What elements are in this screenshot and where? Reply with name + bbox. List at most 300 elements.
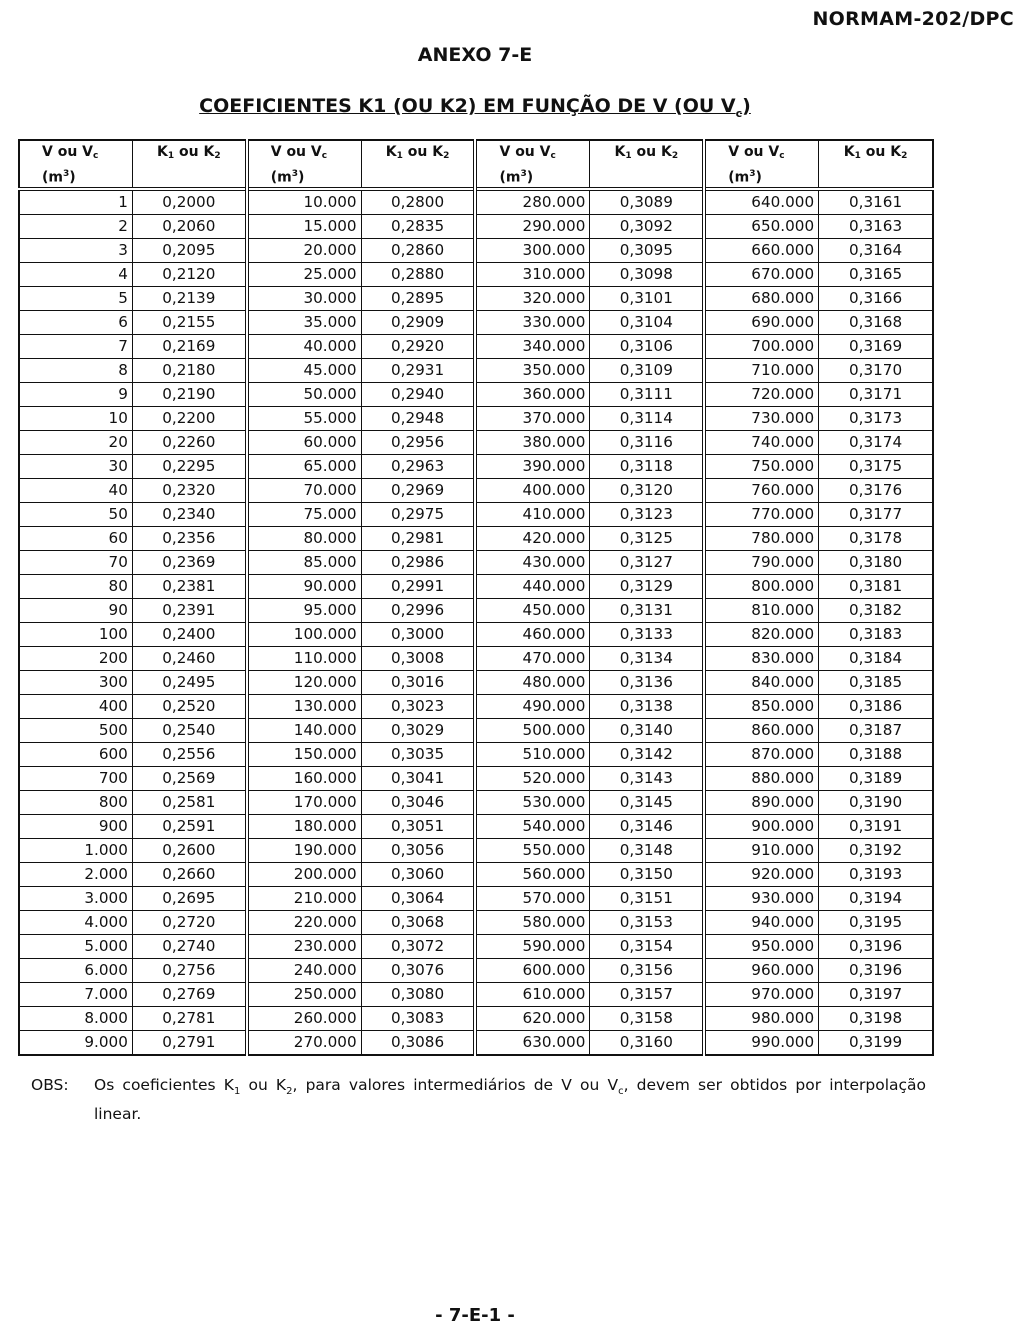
- coefficient-cell: 0,2940: [361, 383, 475, 407]
- volume-cell: 220.000: [247, 911, 361, 935]
- table-row: [19, 863, 933, 887]
- coefficient-cell: 0,3086: [361, 1031, 475, 1056]
- volume-cell: 330.000: [475, 311, 589, 335]
- volume-cell: 400: [19, 695, 132, 719]
- coefficient-cell: 0,3060: [361, 863, 475, 887]
- coefficient-cell: 0,2260: [132, 431, 246, 455]
- coefficient-cell: 0,2591: [132, 815, 246, 839]
- coefficient-cell: 0,2996: [361, 599, 475, 623]
- table-row: [19, 887, 933, 911]
- volume-cell: 25.000: [247, 263, 361, 287]
- volume-cell: 770.000: [704, 503, 818, 527]
- coefficient-cell: 0,2720: [132, 911, 246, 935]
- volume-cell: 810.000: [704, 599, 818, 623]
- volume-cell: 50: [19, 503, 132, 527]
- table-row: [19, 695, 933, 719]
- coefficient-cell: 0,2180: [132, 359, 246, 383]
- table-row: [19, 647, 933, 671]
- table-row: [19, 551, 933, 575]
- coefficient-cell: 0,3023: [361, 695, 475, 719]
- coefficient-cell: 0,2569: [132, 767, 246, 791]
- volume-cell: 7.000: [19, 983, 132, 1007]
- volume-cell: 45.000: [247, 359, 361, 383]
- volume-cell: 40.000: [247, 335, 361, 359]
- table-row: [19, 189, 933, 215]
- table-title: [0, 95, 950, 120]
- volume-cell: 680.000: [704, 287, 818, 311]
- volume-cell: 830.000: [704, 647, 818, 671]
- coefficient-cell: 0,3142: [590, 743, 704, 767]
- coefficient-cell: 0,3161: [819, 189, 933, 215]
- coefficient-cell: 0,3041: [361, 767, 475, 791]
- coefficient-cell: 0,2781: [132, 1007, 246, 1031]
- volume-cell: 510.000: [475, 743, 589, 767]
- volume-cell: 8.000: [19, 1007, 132, 1031]
- volume-cell: 20.000: [247, 239, 361, 263]
- volume-cell: 700: [19, 767, 132, 791]
- table-row: [19, 527, 933, 551]
- volume-cell: 35.000: [247, 311, 361, 335]
- obs-text-4: , devem ser obtidos por interpolação linear.: [94, 1076, 926, 1124]
- volume-cell: 930.000: [704, 887, 818, 911]
- volume-cell: 840.000: [704, 671, 818, 695]
- coefficient-cell: 0,3164: [819, 239, 933, 263]
- table-row: [19, 503, 933, 527]
- coefficient-cell: 0,2400: [132, 623, 246, 647]
- coefficient-cell: 0,3109: [590, 359, 704, 383]
- volume-cell: 610.000: [475, 983, 589, 1007]
- volume-cell: 390.000: [475, 455, 589, 479]
- coefficient-cell: 0,3176: [819, 479, 933, 503]
- table-row: [19, 767, 933, 791]
- volume-cell: 880.000: [704, 767, 818, 791]
- volume-cell: 900: [19, 815, 132, 839]
- volume-cell: 690.000: [704, 311, 818, 335]
- coefficient-cell: 0,3153: [590, 911, 704, 935]
- volume-cell: 55.000: [247, 407, 361, 431]
- coefficient-cell: 0,3136: [590, 671, 704, 695]
- volume-cell: 870.000: [704, 743, 818, 767]
- volume-cell: 990.000: [704, 1031, 818, 1056]
- coefficient-cell: 0,3169: [819, 335, 933, 359]
- volume-cell: 440.000: [475, 575, 589, 599]
- volume-cell: 6.000: [19, 959, 132, 983]
- volume-cell: 600: [19, 743, 132, 767]
- volume-cell: 270.000: [247, 1031, 361, 1056]
- volume-cell: 15.000: [247, 215, 361, 239]
- volume-cell: 200.000: [247, 863, 361, 887]
- header-volume: V ou $V_c$ $(m^3)$: [475, 140, 589, 189]
- volume-cell: 700.000: [704, 335, 818, 359]
- coefficient-cell: 0,2155: [132, 311, 246, 335]
- volume-cell: 4.000: [19, 911, 132, 935]
- volume-cell: 10.000: [247, 189, 361, 215]
- coefficient-cell: 0,3046: [361, 791, 475, 815]
- coefficient-cell: 0,2600: [132, 839, 246, 863]
- volume-cell: 6: [19, 311, 132, 335]
- table-title-close: ): [742, 95, 751, 117]
- volume-cell: 400.000: [475, 479, 589, 503]
- coefficient-cell: 0,2460: [132, 647, 246, 671]
- volume-cell: 420.000: [475, 527, 589, 551]
- coefficient-cell: 0,3151: [590, 887, 704, 911]
- table-row: [19, 623, 933, 647]
- header-coefficient: $K_1$ ou $K_2$: [590, 140, 704, 189]
- coefficient-cell: 0,2920: [361, 335, 475, 359]
- coefficient-cell: 0,3168: [819, 311, 933, 335]
- coefficient-cell: 0,3131: [590, 599, 704, 623]
- coefficient-cell: 0,2695: [132, 887, 246, 911]
- volume-cell: 490.000: [475, 695, 589, 719]
- coefficient-cell: 0,3194: [819, 887, 933, 911]
- page-number: - 7-E-1 -: [435, 1305, 515, 1326]
- volume-cell: 480.000: [475, 671, 589, 695]
- volume-cell: 910.000: [704, 839, 818, 863]
- table-row: [19, 335, 933, 359]
- coefficient-cell: 0,3171: [819, 383, 933, 407]
- table-row: [19, 599, 933, 623]
- volume-cell: 460.000: [475, 623, 589, 647]
- coefficient-cell: 0,3174: [819, 431, 933, 455]
- table-row: [19, 671, 933, 695]
- volume-cell: 1: [19, 189, 132, 215]
- volume-cell: 300.000: [475, 239, 589, 263]
- table-row: [19, 719, 933, 743]
- volume-cell: 360.000: [475, 383, 589, 407]
- coefficient-cell: 0,3170: [819, 359, 933, 383]
- volume-cell: 530.000: [475, 791, 589, 815]
- volume-cell: 110.000: [247, 647, 361, 671]
- volume-cell: 65.000: [247, 455, 361, 479]
- coefficient-cell: 0,3199: [819, 1031, 933, 1056]
- volume-cell: 95.000: [247, 599, 361, 623]
- volume-cell: 130.000: [247, 695, 361, 719]
- volume-cell: 850.000: [704, 695, 818, 719]
- coefficient-cell: 0,3150: [590, 863, 704, 887]
- coefficient-cell: 0,2895: [361, 287, 475, 311]
- volume-cell: 410.000: [475, 503, 589, 527]
- volume-cell: 70: [19, 551, 132, 575]
- coefficient-cell: 0,2200: [132, 407, 246, 431]
- volume-cell: 670.000: [704, 263, 818, 287]
- coefficient-cell: 0,2495: [132, 671, 246, 695]
- coefficient-cell: 0,3104: [590, 311, 704, 335]
- volume-cell: 450.000: [475, 599, 589, 623]
- coefficient-cell: 0,2975: [361, 503, 475, 527]
- coefficient-cell: 0,2120: [132, 263, 246, 287]
- annex-title: ANEXO 7-E: [417, 44, 533, 66]
- volume-cell: 20: [19, 431, 132, 455]
- volume-cell: 320.000: [475, 287, 589, 311]
- volume-cell: 340.000: [475, 335, 589, 359]
- coefficient-cell: 0,2369: [132, 551, 246, 575]
- coefficient-cell: 0,3101: [590, 287, 704, 311]
- obs-sub-2: 2: [286, 1086, 293, 1098]
- volume-cell: 10: [19, 407, 132, 431]
- coefficient-cell: 0,3076: [361, 959, 475, 983]
- coefficient-cell: 0,3177: [819, 503, 933, 527]
- volume-cell: 170.000: [247, 791, 361, 815]
- coefficient-cell: 0,3181: [819, 575, 933, 599]
- coefficient-cell: 0,3185: [819, 671, 933, 695]
- header-volume: V ou $V_c$ $(m^3)$: [704, 140, 818, 189]
- coefficient-cell: 0,3051: [361, 815, 475, 839]
- coefficient-cell: 0,3129: [590, 575, 704, 599]
- table-row: [19, 983, 933, 1007]
- volume-cell: 190.000: [247, 839, 361, 863]
- obs-sub-3: c: [618, 1086, 624, 1098]
- volume-cell: 80.000: [247, 527, 361, 551]
- volume-cell: 7: [19, 335, 132, 359]
- volume-cell: 70.000: [247, 479, 361, 503]
- volume-cell: 230.000: [247, 935, 361, 959]
- volume-cell: 30.000: [247, 287, 361, 311]
- coefficient-cell: 0,3008: [361, 647, 475, 671]
- coefficient-cell: 0,3157: [590, 983, 704, 1007]
- coefficient-cell: 0,3156: [590, 959, 704, 983]
- coefficient-cell: 0,2520: [132, 695, 246, 719]
- coefficient-cell: 0,3196: [819, 935, 933, 959]
- volume-cell: 900.000: [704, 815, 818, 839]
- volume-cell: 500: [19, 719, 132, 743]
- header-coefficient: $K_1$ ou $K_2$: [361, 140, 475, 189]
- coefficient-cell: 0,2581: [132, 791, 246, 815]
- coefficients-table: [18, 139, 934, 1056]
- volume-cell: 5.000: [19, 935, 132, 959]
- volume-cell: 85.000: [247, 551, 361, 575]
- coefficient-cell: 0,3072: [361, 935, 475, 959]
- coefficient-cell: 0,2931: [361, 359, 475, 383]
- volume-cell: 75.000: [247, 503, 361, 527]
- coefficient-cell: 0,3192: [819, 839, 933, 863]
- volume-cell: 740.000: [704, 431, 818, 455]
- coefficient-cell: 0,3068: [361, 911, 475, 935]
- coefficient-cell: 0,2295: [132, 455, 246, 479]
- coefficient-cell: 0,2139: [132, 287, 246, 311]
- coefficient-cell: 0,3198: [819, 1007, 933, 1031]
- coefficient-cell: 0,2756: [132, 959, 246, 983]
- table-title-text: COEFICIENTES K1 (OU K2) EM FUNÇÃO DE V (OU V: [199, 95, 736, 117]
- coefficient-cell: 0,3123: [590, 503, 704, 527]
- coefficient-cell: 0,3187: [819, 719, 933, 743]
- table-row: [19, 1031, 933, 1056]
- coefficient-cell: 0,3134: [590, 647, 704, 671]
- volume-cell: 920.000: [704, 863, 818, 887]
- observation-note: [31, 1074, 926, 1125]
- coefficient-cell: 0,2769: [132, 983, 246, 1007]
- volume-cell: 250.000: [247, 983, 361, 1007]
- volume-cell: 3.000: [19, 887, 132, 911]
- volume-cell: 3: [19, 239, 132, 263]
- coefficient-cell: 0,2540: [132, 719, 246, 743]
- table-row: [19, 215, 933, 239]
- table-row: [19, 359, 933, 383]
- volume-cell: 580.000: [475, 911, 589, 935]
- coefficient-cell: 0,2556: [132, 743, 246, 767]
- obs-text-2: ou K: [240, 1076, 287, 1094]
- coefficient-cell: 0,3106: [590, 335, 704, 359]
- volume-cell: 90: [19, 599, 132, 623]
- coefficient-cell: 0,2969: [361, 479, 475, 503]
- coefficient-cell: 0,2800: [361, 189, 475, 215]
- coefficient-cell: 0,2391: [132, 599, 246, 623]
- coefficient-cell: 0,2986: [361, 551, 475, 575]
- table-row: [19, 575, 933, 599]
- volume-cell: 140.000: [247, 719, 361, 743]
- table-row: [19, 455, 933, 479]
- volume-cell: 240.000: [247, 959, 361, 983]
- volume-cell: 630.000: [475, 1031, 589, 1056]
- volume-cell: 750.000: [704, 455, 818, 479]
- volume-cell: 100.000: [247, 623, 361, 647]
- volume-cell: 370.000: [475, 407, 589, 431]
- volume-cell: 560.000: [475, 863, 589, 887]
- coefficient-cell: 0,3193: [819, 863, 933, 887]
- volume-cell: 820.000: [704, 623, 818, 647]
- coefficient-cell: 0,3160: [590, 1031, 704, 1056]
- volume-cell: 8: [19, 359, 132, 383]
- coefficient-cell: 0,3184: [819, 647, 933, 671]
- volume-cell: 290.000: [475, 215, 589, 239]
- table-row: [19, 431, 933, 455]
- coefficient-cell: 0,2880: [361, 263, 475, 287]
- coefficient-cell: 0,3188: [819, 743, 933, 767]
- volume-cell: 520.000: [475, 767, 589, 791]
- volume-cell: 180.000: [247, 815, 361, 839]
- volume-cell: 380.000: [475, 431, 589, 455]
- table-row: [19, 743, 933, 767]
- table-row: [19, 935, 933, 959]
- coefficient-cell: 0,3111: [590, 383, 704, 407]
- volume-cell: 600.000: [475, 959, 589, 983]
- volume-cell: 280.000: [475, 189, 589, 215]
- volume-cell: 300: [19, 671, 132, 695]
- volume-cell: 890.000: [704, 791, 818, 815]
- volume-cell: 60.000: [247, 431, 361, 455]
- volume-cell: 800.000: [704, 575, 818, 599]
- volume-cell: 9.000: [19, 1031, 132, 1056]
- volume-cell: 150.000: [247, 743, 361, 767]
- coefficient-cell: 0,2740: [132, 935, 246, 959]
- coefficient-cell: 0,2991: [361, 575, 475, 599]
- coefficient-cell: 0,3183: [819, 623, 933, 647]
- coefficient-cell: 0,3035: [361, 743, 475, 767]
- coefficient-cell: 0,2000: [132, 189, 246, 215]
- coefficient-cell: 0,2340: [132, 503, 246, 527]
- coefficient-cell: 0,3092: [590, 215, 704, 239]
- coefficient-cell: 0,3116: [590, 431, 704, 455]
- coefficient-cell: 0,3098: [590, 263, 704, 287]
- header-volume: V ou $V_c$ $(m^3)$: [19, 140, 132, 189]
- coefficient-cell: 0,3189: [819, 767, 933, 791]
- volume-cell: 620.000: [475, 1007, 589, 1031]
- coefficient-cell: 0,2095: [132, 239, 246, 263]
- observation-label: OBS:: [31, 1076, 69, 1094]
- coefficient-cell: 0,3146: [590, 815, 704, 839]
- table-row: [19, 479, 933, 503]
- coefficient-cell: 0,2060: [132, 215, 246, 239]
- table-row: [19, 383, 933, 407]
- volume-cell: 800: [19, 791, 132, 815]
- coefficient-cell: 0,2963: [361, 455, 475, 479]
- coefficient-cell: 0,3095: [590, 239, 704, 263]
- volume-cell: 100: [19, 623, 132, 647]
- coefficient-cell: 0,2956: [361, 431, 475, 455]
- coefficient-cell: 0,3089: [590, 189, 704, 215]
- volume-cell: 650.000: [704, 215, 818, 239]
- coefficient-cell: 0,2381: [132, 575, 246, 599]
- volume-cell: 120.000: [247, 671, 361, 695]
- header-coefficient: $K_1$ ou $K_2$: [819, 140, 933, 189]
- table-row: [19, 839, 933, 863]
- table-row: [19, 311, 933, 335]
- coefficient-cell: 0,3165: [819, 263, 933, 287]
- table-title-subscript: c: [735, 106, 743, 120]
- coefficient-cell: 0,3175: [819, 455, 933, 479]
- volume-cell: 90.000: [247, 575, 361, 599]
- volume-cell: 1.000: [19, 839, 132, 863]
- coefficient-cell: 0,2356: [132, 527, 246, 551]
- coefficient-cell: 0,3154: [590, 935, 704, 959]
- document-code: NORMAM-202/DPC: [812, 8, 1014, 30]
- coefficient-cell: 0,2169: [132, 335, 246, 359]
- volume-cell: 470.000: [475, 647, 589, 671]
- volume-cell: 730.000: [704, 407, 818, 431]
- table-row: [19, 911, 933, 935]
- volume-cell: 310.000: [475, 263, 589, 287]
- coefficient-cell: 0,2909: [361, 311, 475, 335]
- coefficient-cell: 0,3180: [819, 551, 933, 575]
- coefficient-cell: 0,3000: [361, 623, 475, 647]
- volume-cell: 200: [19, 647, 132, 671]
- coefficient-cell: 0,3182: [819, 599, 933, 623]
- volume-cell: 540.000: [475, 815, 589, 839]
- volume-cell: 760.000: [704, 479, 818, 503]
- coefficient-cell: 0,3166: [819, 287, 933, 311]
- coefficient-cell: 0,3120: [590, 479, 704, 503]
- coefficient-cell: 0,2320: [132, 479, 246, 503]
- header-coefficient: $K_1$ ou $K_2$: [132, 140, 246, 189]
- coefficient-cell: 0,3138: [590, 695, 704, 719]
- coefficient-cell: 0,2190: [132, 383, 246, 407]
- volume-cell: 550.000: [475, 839, 589, 863]
- observation-text: [94, 1074, 926, 1125]
- obs-text-3: , para valores intermediários de V ou V: [292, 1076, 619, 1094]
- coefficient-cell: 0,2860: [361, 239, 475, 263]
- volume-cell: 970.000: [704, 983, 818, 1007]
- coefficient-cell: 0,3191: [819, 815, 933, 839]
- coefficient-cell: 0,3148: [590, 839, 704, 863]
- table-row: [19, 791, 933, 815]
- coefficient-cell: 0,3143: [590, 767, 704, 791]
- table-row: [19, 239, 933, 263]
- table-header-row: [19, 140, 933, 189]
- volume-cell: 5: [19, 287, 132, 311]
- coefficient-cell: 0,3190: [819, 791, 933, 815]
- coefficient-cell: 0,3083: [361, 1007, 475, 1031]
- volume-cell: 2.000: [19, 863, 132, 887]
- volume-cell: 210.000: [247, 887, 361, 911]
- volume-cell: 160.000: [247, 767, 361, 791]
- coefficient-cell: 0,3197: [819, 983, 933, 1007]
- volume-cell: 500.000: [475, 719, 589, 743]
- volume-cell: 590.000: [475, 935, 589, 959]
- volume-cell: 40: [19, 479, 132, 503]
- coefficient-cell: 0,3178: [819, 527, 933, 551]
- coefficient-cell: 0,3133: [590, 623, 704, 647]
- volume-cell: 430.000: [475, 551, 589, 575]
- volume-cell: 9: [19, 383, 132, 407]
